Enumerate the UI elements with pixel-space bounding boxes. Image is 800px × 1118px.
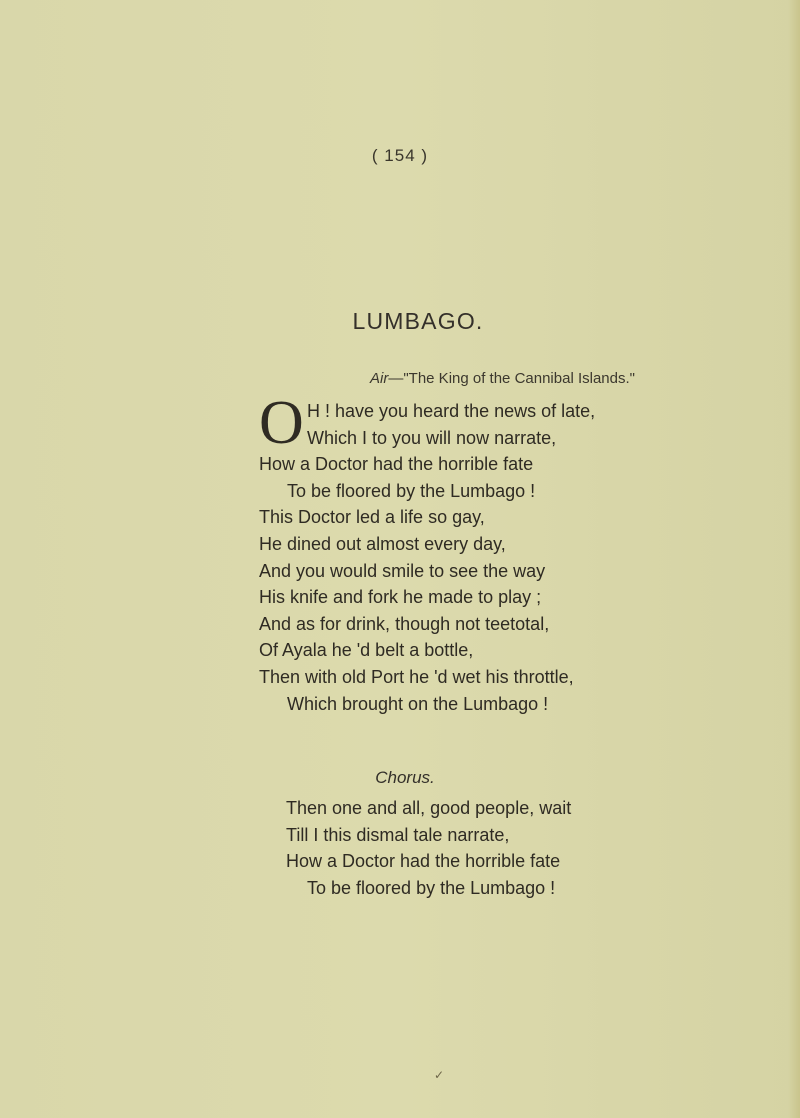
page-edge-shadow (788, 0, 800, 1118)
chorus-line: To be floored by the Lumbago ! (307, 877, 556, 898)
chorus-line: Till I this dismal tale narrate, (286, 824, 510, 845)
air-label: Air (370, 370, 389, 387)
verse-line: H ! have you heard the news of late, (307, 401, 596, 421)
chorus-line: How a Doctor had the horrible fate (286, 851, 561, 872)
verse-line: How a Doctor had the horrible fate (259, 454, 534, 475)
chorus-line: Then one and all, good people, wait (286, 798, 572, 818)
verse-line: Then with old Port he 'd wet his throttle, (259, 666, 574, 687)
chorus-stanza (286, 795, 646, 901)
page-number: ( 154 ) (371, 146, 429, 165)
verse-line: To be floored by the Lumbago ! (287, 480, 536, 501)
verse-line: And you would smile to see the way (259, 560, 546, 581)
verse-line: Which brought on the Lumbago ! (287, 693, 549, 714)
drop-cap: O (259, 389, 304, 457)
air-attribution (370, 370, 635, 387)
verse-line: He dined out almost every day, (259, 533, 506, 554)
air-text: —"The King of the Cannibal Islands." (388, 370, 635, 387)
verse-line: This Doctor led a life so gay, (259, 507, 485, 528)
verse-line: His knife and fork he made to play ; (259, 587, 542, 608)
poem-title: LUMBAGO. (352, 308, 484, 334)
verse-stanza (259, 389, 619, 717)
verse-line: And as for drink, though not teetotal, (259, 613, 550, 634)
printer-mark: ✓ (434, 1068, 445, 1082)
verse-line: Of Ayala he 'd belt a bottle, (259, 640, 474, 661)
verse-line: Which I to you will now narrate, (307, 427, 557, 448)
chorus-heading: Chorus. (375, 768, 435, 787)
